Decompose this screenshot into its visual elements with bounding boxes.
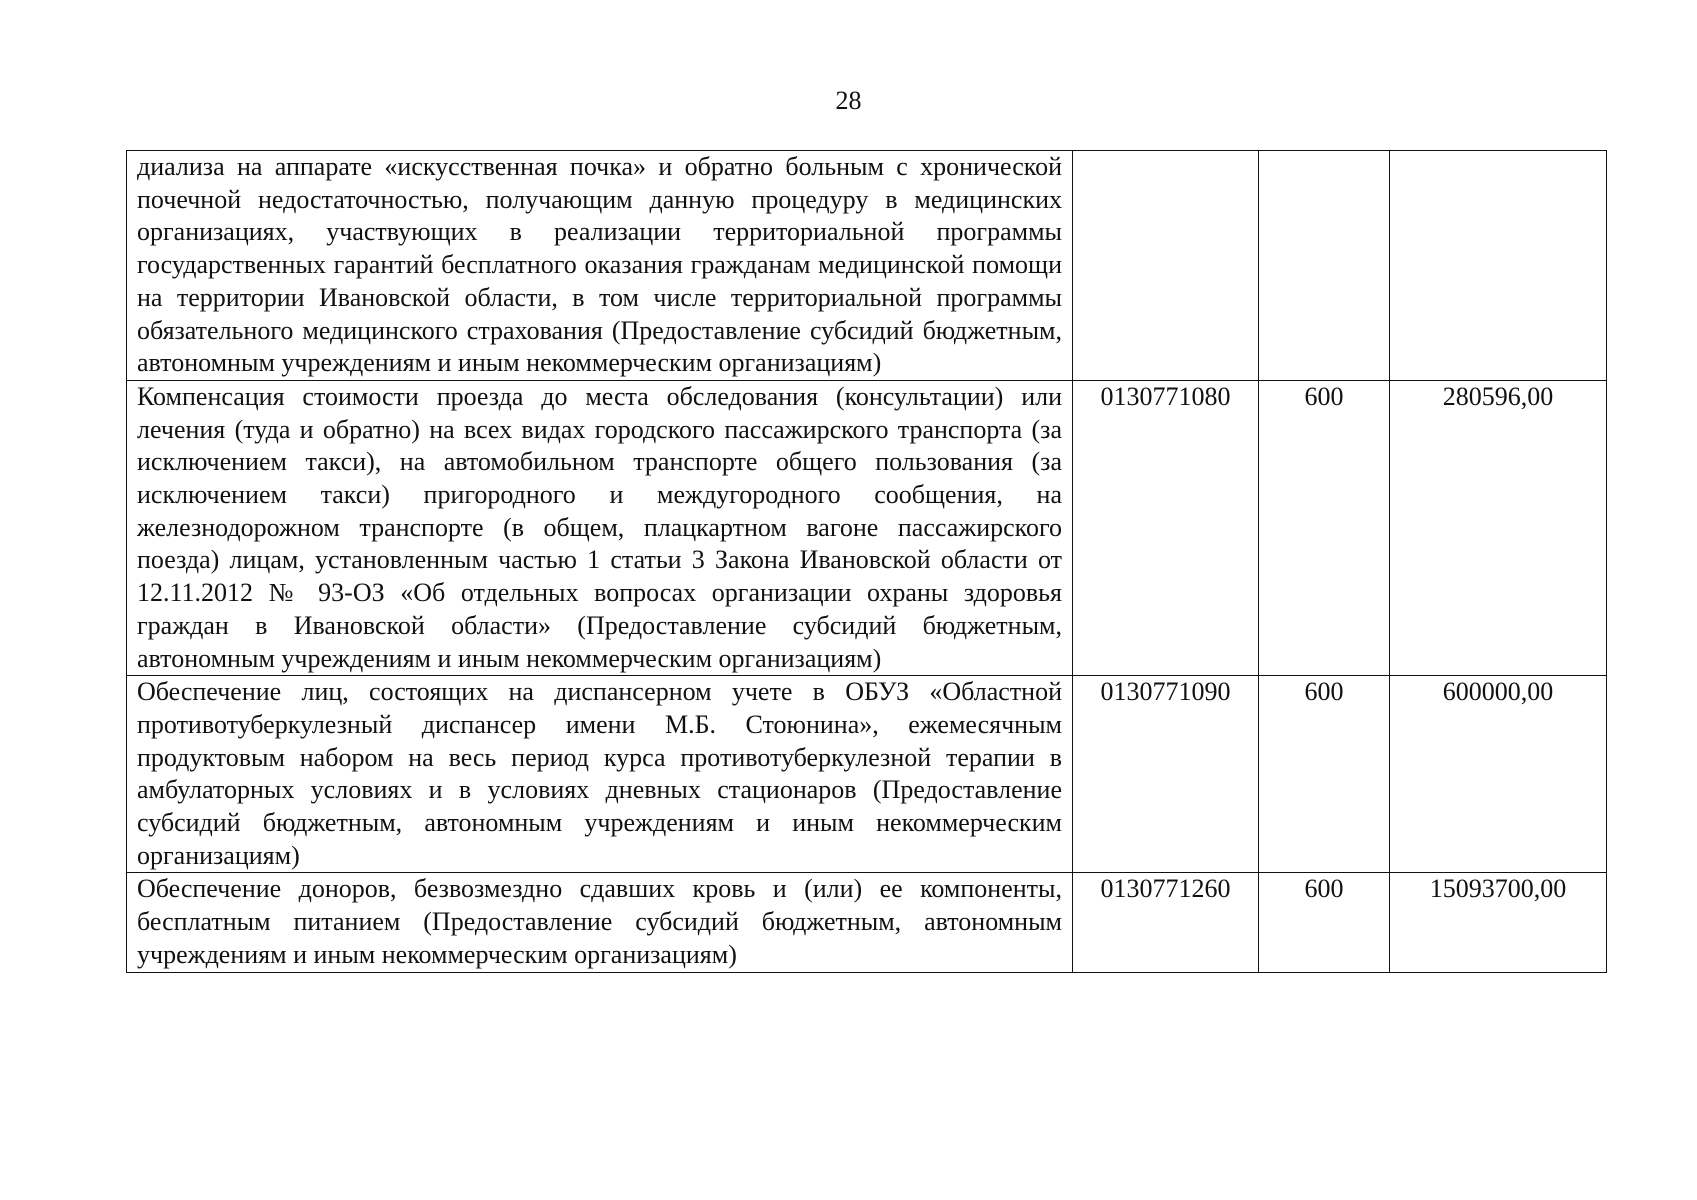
row-description: диализа на аппарате «искусственная почка» и обратно больным с хронической почечной недостаточностью, получающим данную процедуру в медицинских организациях, участвующих в реализации территориальной программы государственных гарантий бесплатного оказания гражданам медицинской помощи на территории Ивановской области, в том числе территориальной программы обязательного медицинского страхования (Предоставление субсидий бюджетным, автономным учреждениям и иным некоммерческим организациям) — [127, 151, 1073, 381]
row-expense-type — [1259, 380, 1390, 675]
table-row — [127, 873, 1607, 972]
table-row — [127, 151, 1607, 381]
row-code — [1073, 676, 1259, 873]
row-code-value: 0130771260 — [1100, 874, 1231, 904]
row-amount — [1390, 380, 1607, 675]
row-expense-type — [1259, 873, 1390, 972]
row-expense-type — [1259, 676, 1390, 873]
row-code — [1073, 380, 1259, 675]
row-amount — [1390, 151, 1607, 381]
budget-table — [126, 150, 1607, 973]
table-row — [127, 380, 1607, 675]
row-expense-type-value: 600 — [1304, 677, 1344, 707]
row-code-value: 0130771090 — [1100, 677, 1231, 707]
row-expense-type-value: 600 — [1304, 381, 1344, 411]
page-number: 28 — [835, 86, 862, 115]
table-row — [127, 676, 1607, 873]
row-code — [1073, 873, 1259, 972]
row-code — [1073, 151, 1259, 381]
row-description: Компенсация стоимости проезда до места обследования (консультации) или лечения (туда и обратно) на всех видах городского пассажирского транспорта (за исключением такси), на автомобильном транспорте общего пользования (за исключением такси) пригородного и междугородного сообщения, на железнодорожном транспорте (в общем, плацкартном вагоне пассажирского поезда) лицам, установленным частью 1 статьи 3 Закона Ивановской области от 12.11.2012 № 93-ОЗ «Об отдельных вопросах организации охраны здоровья граждан в Ивановской области» (Предоставление субсидий бюджетным, автономным учреждениям и иным некоммерческим организациям) — [127, 380, 1073, 675]
row-amount-value: 15093700,00 — [1429, 874, 1567, 904]
row-amount — [1390, 873, 1607, 972]
row-expense-type-value: 600 — [1304, 874, 1344, 904]
row-expense-type — [1259, 151, 1390, 381]
row-description: Обеспечение лиц, состоящих на диспансерном учете в ОБУЗ «Областной противотуберкулезный диспансер имени М.Б. Стоюнина», ежемесячным продуктовым набором на весь период курса противотуберкулезной терапии в амбулаторных условиях и в условиях дневных стационаров (Предоставление субсидий бюджетным, автономным учреждениям и иным некоммерческим организациям) — [127, 676, 1073, 873]
row-description: Обеспечение доноров, безвозмездно сдавших кровь и (или) ее компоненты, бесплатным питанием (Предоставление субсидий бюджетным, автономным учреждениям и иным некоммерческим организациям) — [127, 873, 1073, 972]
row-amount-value: 280596,00 — [1442, 381, 1554, 411]
row-amount — [1390, 676, 1607, 873]
row-amount-value: 600000,00 — [1442, 677, 1554, 707]
row-code-value: 0130771080 — [1100, 381, 1231, 411]
